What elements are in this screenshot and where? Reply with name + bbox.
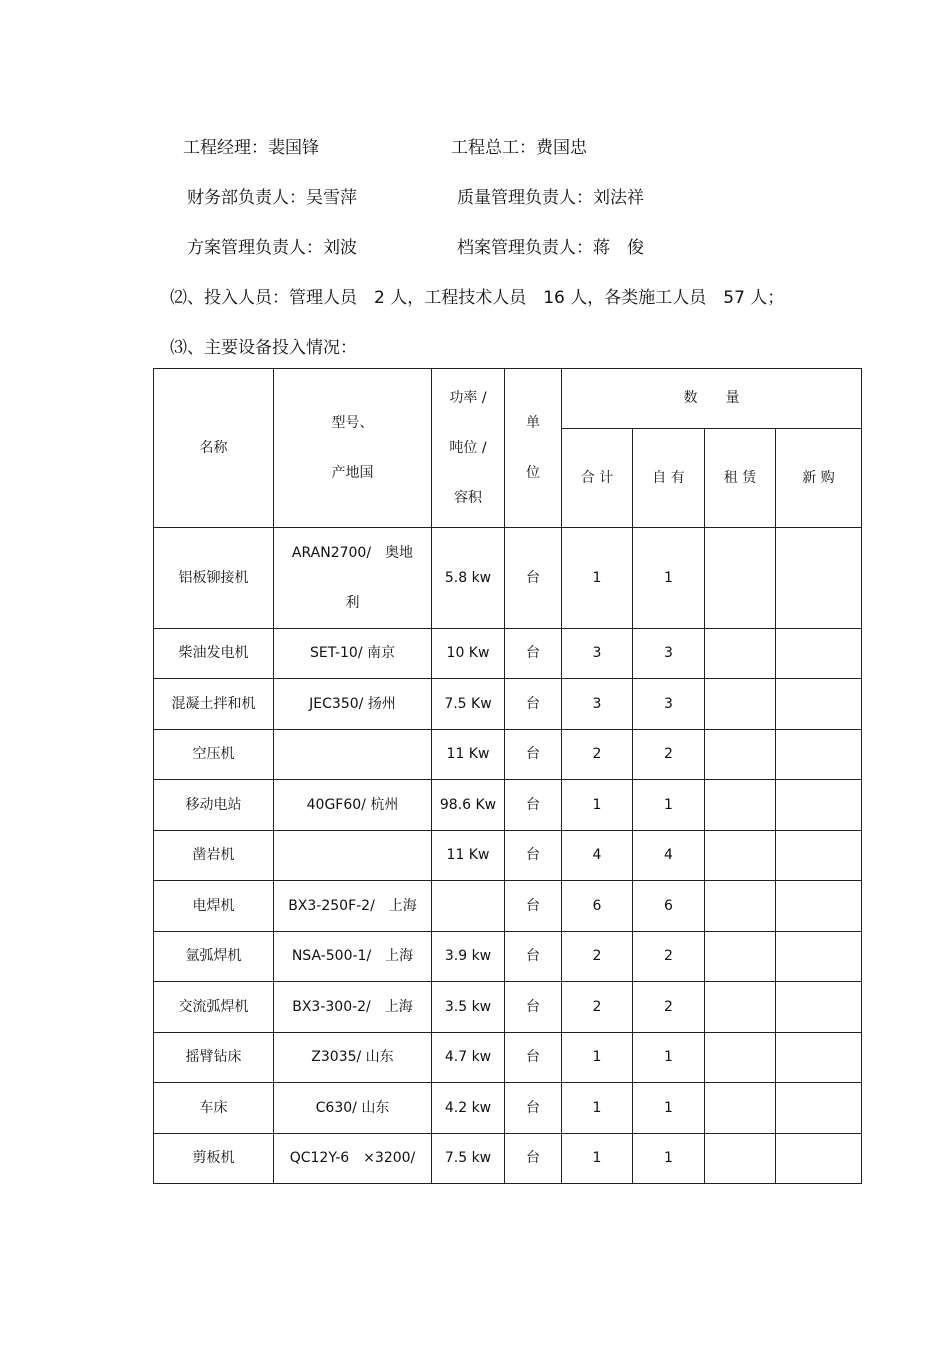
cell-leased [705,780,776,831]
cell-model: BX3-250F-2/ 上海 [274,881,432,932]
cell-owned: 3 [633,629,705,679]
cell-owned: 1 [633,780,705,831]
cell-unit: 台 [505,528,562,629]
chief-engineer-name: 费国忠 [536,138,587,158]
cell-power: 3.5 kw [432,982,505,1033]
finance-line [187,183,357,208]
cell-name: 柴油发电机 [154,629,274,679]
equipment-table [153,368,862,1184]
cell-total: 1 [562,1033,633,1083]
cell-new [776,1083,862,1134]
cell-new [776,881,862,932]
cell-unit: 台 [505,1033,562,1083]
cell-new [776,831,862,881]
table-row [154,780,862,831]
cell-name: 移动电站 [154,780,274,831]
cell-leased [705,1134,776,1184]
cell-new [776,932,862,982]
table-row [154,932,862,982]
cell-model: C630/ 山东 [274,1083,432,1134]
cell-owned: 4 [633,831,705,881]
cell-unit: 台 [505,1134,562,1184]
cell-model: SET-10/ 南京 [274,629,432,679]
cell-owned: 2 [633,932,705,982]
cell-power: 10 Kw [432,629,505,679]
table-row [154,679,862,730]
cell-unit: 台 [505,780,562,831]
cell-name: 摇臂钻床 [154,1033,274,1083]
finance-label: 财务部负责人： [187,188,306,208]
cell-leased [705,730,776,780]
cell-total: 1 [562,528,633,629]
archive-line [457,233,644,258]
cell-unit: 台 [505,831,562,881]
cell-model: Z3035/ 山东 [274,1033,432,1083]
table-row [154,1083,862,1134]
cell-owned: 1 [633,528,705,629]
table-row [154,629,862,679]
cell-leased [705,831,776,881]
header-power: 功率 / 吨位 / 容积 [432,369,505,528]
cell-new [776,679,862,730]
cell-leased [705,1033,776,1083]
cell-total: 3 [562,679,633,730]
archive-label: 档案管理负责人： [457,238,593,258]
header-leased: 租 赁 [705,429,776,528]
staff-line: ⑵、投入人员：管理人员 2 人，工程技术人员 16 人，各类施工人员 57 人； [170,288,785,308]
cell-model: QC12Y-6 ×3200/ [274,1134,432,1184]
cell-new [776,629,862,679]
header-new: 新 购 [776,429,862,528]
table-row [154,1134,862,1184]
cell-model: ARAN2700/ 奥地 利 [274,528,432,629]
manager-name: 裴国锋 [268,138,319,158]
cell-leased [705,982,776,1033]
cell-total: 3 [562,629,633,679]
table-row [154,831,862,881]
cell-owned: 1 [633,1134,705,1184]
header-model: 型号、 产地国 [274,369,432,528]
cell-name: 凿岩机 [154,831,274,881]
cell-power: 4.2 kw [432,1083,505,1134]
cell-name: 车床 [154,1083,274,1134]
cell-leased [705,528,776,629]
cell-owned: 6 [633,881,705,932]
cell-unit: 台 [505,932,562,982]
cell-unit: 台 [505,629,562,679]
cell-unit: 台 [505,881,562,932]
cell-new [776,730,862,780]
finance-name: 吴雪萍 [306,188,357,208]
quality-name: 刘法祥 [593,188,644,208]
cell-power: 7.5 kw [432,1134,505,1184]
cell-total: 2 [562,932,633,982]
cell-power: 11 Kw [432,831,505,881]
table-row [154,730,862,780]
cell-power [432,881,505,932]
cell-owned: 1 [633,1083,705,1134]
header-total: 合 计 [562,429,633,528]
header-owned: 自 有 [633,429,705,528]
cell-power: 11 Kw [432,730,505,780]
cell-unit: 台 [505,730,562,780]
cell-leased [705,629,776,679]
cell-name: 铝板铆接机 [154,528,274,629]
quality-line [457,183,644,208]
cell-total: 1 [562,780,633,831]
cell-unit: 台 [505,1083,562,1134]
cell-total: 4 [562,831,633,881]
manager-label: 工程经理： [183,138,268,158]
table-row [154,982,862,1033]
header-row-1 [154,369,862,429]
plan-name: 刘波 [323,238,357,258]
cell-owned: 2 [633,982,705,1033]
header-quantity: 数 量 [562,369,862,429]
equipment-heading: ⑶、主要设备投入情况： [170,338,357,358]
cell-new [776,780,862,831]
cell-power: 98.6 Kw [432,780,505,831]
cell-name: 氩弧焊机 [154,932,274,982]
cell-power: 5.8 kw [432,528,505,629]
cell-leased [705,881,776,932]
cell-name: 空压机 [154,730,274,780]
cell-new [776,1033,862,1083]
archive-name: 蒋 俊 [593,238,644,258]
table-row [154,1033,862,1083]
cell-power: 4.7 kw [432,1033,505,1083]
cell-model: 40GF60/ 杭州 [274,780,432,831]
table-row [154,528,862,629]
plan-line [187,233,357,258]
cell-name: 电焊机 [154,881,274,932]
table-row [154,881,862,932]
cell-owned: 3 [633,679,705,730]
cell-total: 6 [562,881,633,932]
cell-name: 混凝土拌和机 [154,679,274,730]
chief-engineer-label: 工程总工： [451,138,536,158]
cell-model [274,831,432,881]
chief-engineer-line [451,133,587,158]
plan-label: 方案管理负责人： [187,238,323,258]
cell-owned: 2 [633,730,705,780]
quality-label: 质量管理负责人： [457,188,593,208]
cell-model [274,730,432,780]
cell-new [776,528,862,629]
cell-owned: 1 [633,1033,705,1083]
header-unit: 单 位 [505,369,562,528]
cell-unit: 台 [505,679,562,730]
cell-leased [705,679,776,730]
cell-model: BX3-300-2/ 上海 [274,982,432,1033]
manager-line [183,133,319,158]
cell-leased [705,932,776,982]
cell-leased [705,1083,776,1134]
cell-total: 1 [562,1134,633,1184]
cell-total: 2 [562,730,633,780]
cell-name: 交流弧焊机 [154,982,274,1033]
cell-power: 3.9 kw [432,932,505,982]
cell-new [776,1134,862,1184]
cell-model: JEC350/ 扬州 [274,679,432,730]
cell-total: 1 [562,1083,633,1134]
cell-new [776,982,862,1033]
cell-name: 剪板机 [154,1134,274,1184]
cell-power: 7.5 Kw [432,679,505,730]
cell-total: 2 [562,982,633,1033]
header-name: 名称 [154,369,274,528]
cell-unit: 台 [505,982,562,1033]
cell-model: NSA-500-1/ 上海 [274,932,432,982]
